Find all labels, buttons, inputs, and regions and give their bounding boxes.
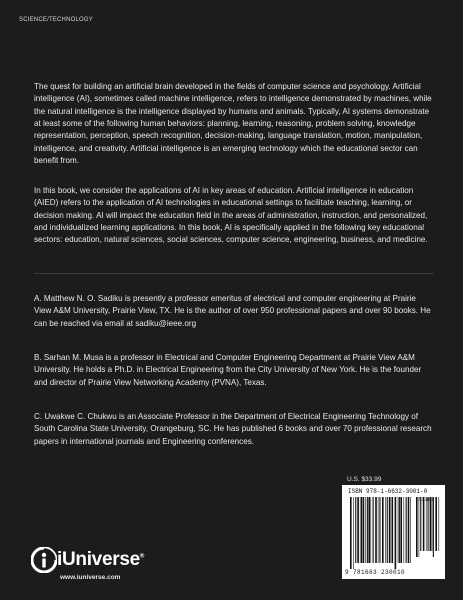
ean-barcode-bars — [350, 497, 412, 569]
addon-number: 53399 — [418, 496, 435, 503]
barcode — [342, 485, 445, 579]
publisher-url: www.iuniverse.com — [60, 574, 121, 581]
category-label: SCIENCE/TECHNOLOGY — [19, 17, 93, 23]
iuniverse-swirl-icon — [31, 547, 57, 573]
addon-barcode-bars — [416, 497, 440, 557]
isbn-text: ISBN 978-1-6632-3001-0 — [348, 488, 428, 495]
price-label: U.S. $33.99 — [347, 476, 382, 483]
description-paragraph-1: The quest for building an artificial brain developed in the fields of computer science and psychology. Artificial intelligence (AI), sometimes called machine intelligence, refers to intelligence demonstrated by machines, while the natural intelligence is the intelligence displayed by humans and animals. Typically, AI systems demonstrate at least some of the following human behaviors: planning, learning, reasoning, problem solving, knowledge representation, perception, speech recognition, decision-making, language translation, motion, manipulation, intelligence, and creativity. Artificial intelligence is an emerging technology which the educational sector can benefit from. — [34, 82, 432, 166]
publisher-name: iUniverse® — [57, 549, 144, 570]
section-divider — [34, 273, 434, 274]
author-bio-3: C. Uwakwe C. Chukwu is an Associate Professor in the Department of Electrical Engineering Technology of South Carolina State University, Orangeburg, SC. He has published 6 books and over 70 professional research papers in international journals and Engineering conferences. — [34, 412, 432, 446]
author-bio-2: B. Sarhan M. Musa is a professor in Electrical and Computer Engineering Department at Prairie View A&M University. He holds a Ph.D. in Electrical Engineering from the City University of New York. He is the founder and director of Prairie View Networking Academy (PVNA), Texas. — [34, 353, 422, 387]
ean-number: 9 781663 230010 — [345, 569, 406, 576]
description-paragraph-2: In this book, we consider the applications of AI in key areas of education. Artificial intelligence in education (AIED) refers to the application of AI technologies in educational settings to facilitate teaching, learning, or decision making. AI will impact the education field in the areas of administration, instruction, and personalized, and individualized learning applications. In this book, AI is specifically applied in the following key educational sectors: education, natural sciences, social sciences, computer science, engineering, business, and medicine. — [34, 186, 428, 245]
publisher-logo — [31, 547, 144, 573]
author-bio-1: A. Matthew N. O. Sadiku is presently a professor emeritus of electrical and computer engineering at Prairie View A&M University, Prairie View, TX. He is the author of over 950 professional papers and over 90 books. He can be reached via email at sadiku@ieee.org — [34, 294, 431, 328]
